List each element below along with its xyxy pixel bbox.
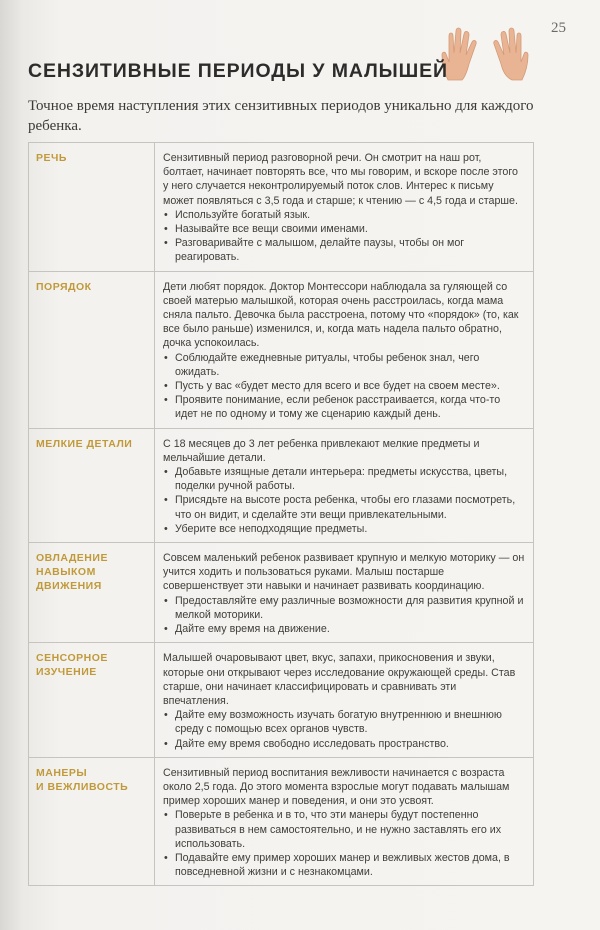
period-label bbox=[29, 543, 155, 643]
period-label-line: МАНЕРЫ bbox=[36, 766, 88, 779]
period-content bbox=[155, 643, 534, 757]
period-content bbox=[155, 543, 534, 643]
period-label-line: НАВЫКОМ bbox=[36, 566, 96, 579]
table-row bbox=[29, 428, 534, 542]
tip-item: • Проявите понимание, если ребенок расстраивается, когда что-то идет не по одному и тому же сценарию каждый день. bbox=[163, 393, 525, 421]
sensitive-periods-table bbox=[28, 142, 534, 886]
period-label-line: И ВЕЖЛИВОСТЬ bbox=[36, 780, 129, 793]
period-label-line: СЕНСОРНОЕ bbox=[36, 652, 108, 665]
period-label bbox=[29, 428, 155, 542]
table-row bbox=[29, 757, 534, 886]
tip-item: • Поверьте в ребенка и в то, что эти манеры будут постепенно развиваться в нем самостоятельно, и не нужно заставлять его их использовать. bbox=[163, 808, 525, 851]
tips-list bbox=[163, 351, 525, 422]
tips-list bbox=[163, 594, 525, 637]
period-label bbox=[29, 271, 155, 428]
period-label-line: ПОРЯДОК bbox=[36, 280, 92, 293]
page-title: СЕНЗИТИВНЫЕ ПЕРИОДЫ У МАЛЫШЕЙ bbox=[28, 60, 448, 82]
tips-list bbox=[163, 708, 525, 751]
tip-item: • Дайте ему время свободно исследовать пространство. bbox=[163, 737, 525, 751]
period-description: Совсем маленький ребенок развивает крупную и мелкую моторику — он учится ходить и пользоваться руками. Малыш постарше совершенствует эти навыки и начинает развивать координацию. bbox=[163, 552, 525, 593]
hands-icon bbox=[434, 22, 534, 84]
table-row bbox=[29, 643, 534, 757]
tips-list bbox=[163, 465, 525, 536]
tip-item: • Соблюдайте ежедневные ритуалы, чтобы ребенок знал, чего ожидать. bbox=[163, 351, 525, 379]
period-label bbox=[29, 143, 155, 272]
period-label bbox=[29, 757, 155, 886]
tip-item: • Дайте ему время на движение. bbox=[163, 622, 525, 636]
tip-item: • Дайте ему возможность изучать богатую внутреннюю и внешнюю среду с помощью всех органов чувств. bbox=[163, 708, 525, 736]
period-description: Дети любят порядок. Доктор Монтессори наблюдала за гуляющей со своей матерью малышкой, которая очень расстроилась, когда мама сняла пальто. Девочка была расстроена, потому что «порядок» (то, как все было раньше) изменился, и, когда мать надела пальто обратно, дочка успокоилась. bbox=[163, 280, 519, 350]
period-content bbox=[155, 143, 534, 272]
intro-text: Точное время наступления этих сензитивных периодов уникально для каждого ребенка. bbox=[28, 98, 534, 134]
tip-item: • Используйте богатый язык. bbox=[163, 208, 525, 222]
tips-list bbox=[163, 208, 525, 265]
page-number: 25 bbox=[551, 20, 566, 36]
tip-item: • Разговаривайте с малышом, делайте паузы, чтобы он мог реагировать. bbox=[163, 236, 525, 264]
period-description: Малышей очаровывают цвет, вкус, запахи, прикосновения и звуки, которые они открывают через исследование окружающей среды. Став старше, они начинает классифицировать и сравнивать эти впечатления. bbox=[163, 652, 516, 707]
period-label-line: ДВИЖЕНИЯ bbox=[36, 580, 102, 593]
tip-item: • Добавьте изящные детали интерьера: предметы искусства, цветы, поделки ручной работы. bbox=[163, 465, 525, 493]
tip-item: • Уберите все неподходящие предметы. bbox=[163, 522, 525, 536]
period-label-line: ИЗУЧЕНИЕ bbox=[36, 666, 97, 679]
table-row bbox=[29, 543, 534, 643]
period-label-line: ОВЛАДЕНИЕ bbox=[36, 552, 108, 565]
period-description: Сензитивный период воспитания вежливости начинается с возраста около 2,5 года. До этого момента взрослые могут подавать малышам пример хороших манер и поведения, и они это усвоят. bbox=[163, 766, 510, 808]
tips-list bbox=[163, 808, 525, 879]
tip-item: • Называйте все вещи своими именами. bbox=[163, 222, 525, 236]
tip-item: • Пусть у вас «будет место для всего и все будет на своем месте». bbox=[163, 379, 525, 393]
period-description: С 18 месяцев до 3 лет ребенка привлекают мелкие предметы и мельчайшие детали. bbox=[163, 437, 480, 464]
period-content bbox=[155, 757, 534, 886]
tip-item: • Присядьте на высоте роста ребенка, чтобы его глазами посмотреть, что он видит, и сделайте эти вещи привлекательными. bbox=[163, 493, 525, 521]
table-row bbox=[29, 143, 534, 272]
period-label bbox=[29, 643, 155, 757]
table-row bbox=[29, 271, 534, 428]
period-label-line: РЕЧЬ bbox=[36, 152, 67, 164]
period-description: Сензитивный период разговорной речи. Он смотрит на наш рот, болтает, начинает повторять все, что мы говорим, и вскоре после этого у него случается неконтролируемый поток слов. Интерес к письму может появляться с 3,5 года и старше; к чтению — с 4,5 года и старше. bbox=[163, 152, 518, 207]
tip-item: • Предоставляйте ему различные возможности для развития крупной и мелкой моторики. bbox=[163, 594, 525, 622]
period-content bbox=[155, 428, 534, 542]
tip-item: • Подавайте ему пример хороших манер и вежливых жестов дома, в повседневной жизни и с незнакомцами. bbox=[163, 851, 525, 879]
period-label-line: МЕЛКИЕ ДЕТАЛИ bbox=[36, 437, 133, 450]
period-content bbox=[155, 271, 534, 428]
